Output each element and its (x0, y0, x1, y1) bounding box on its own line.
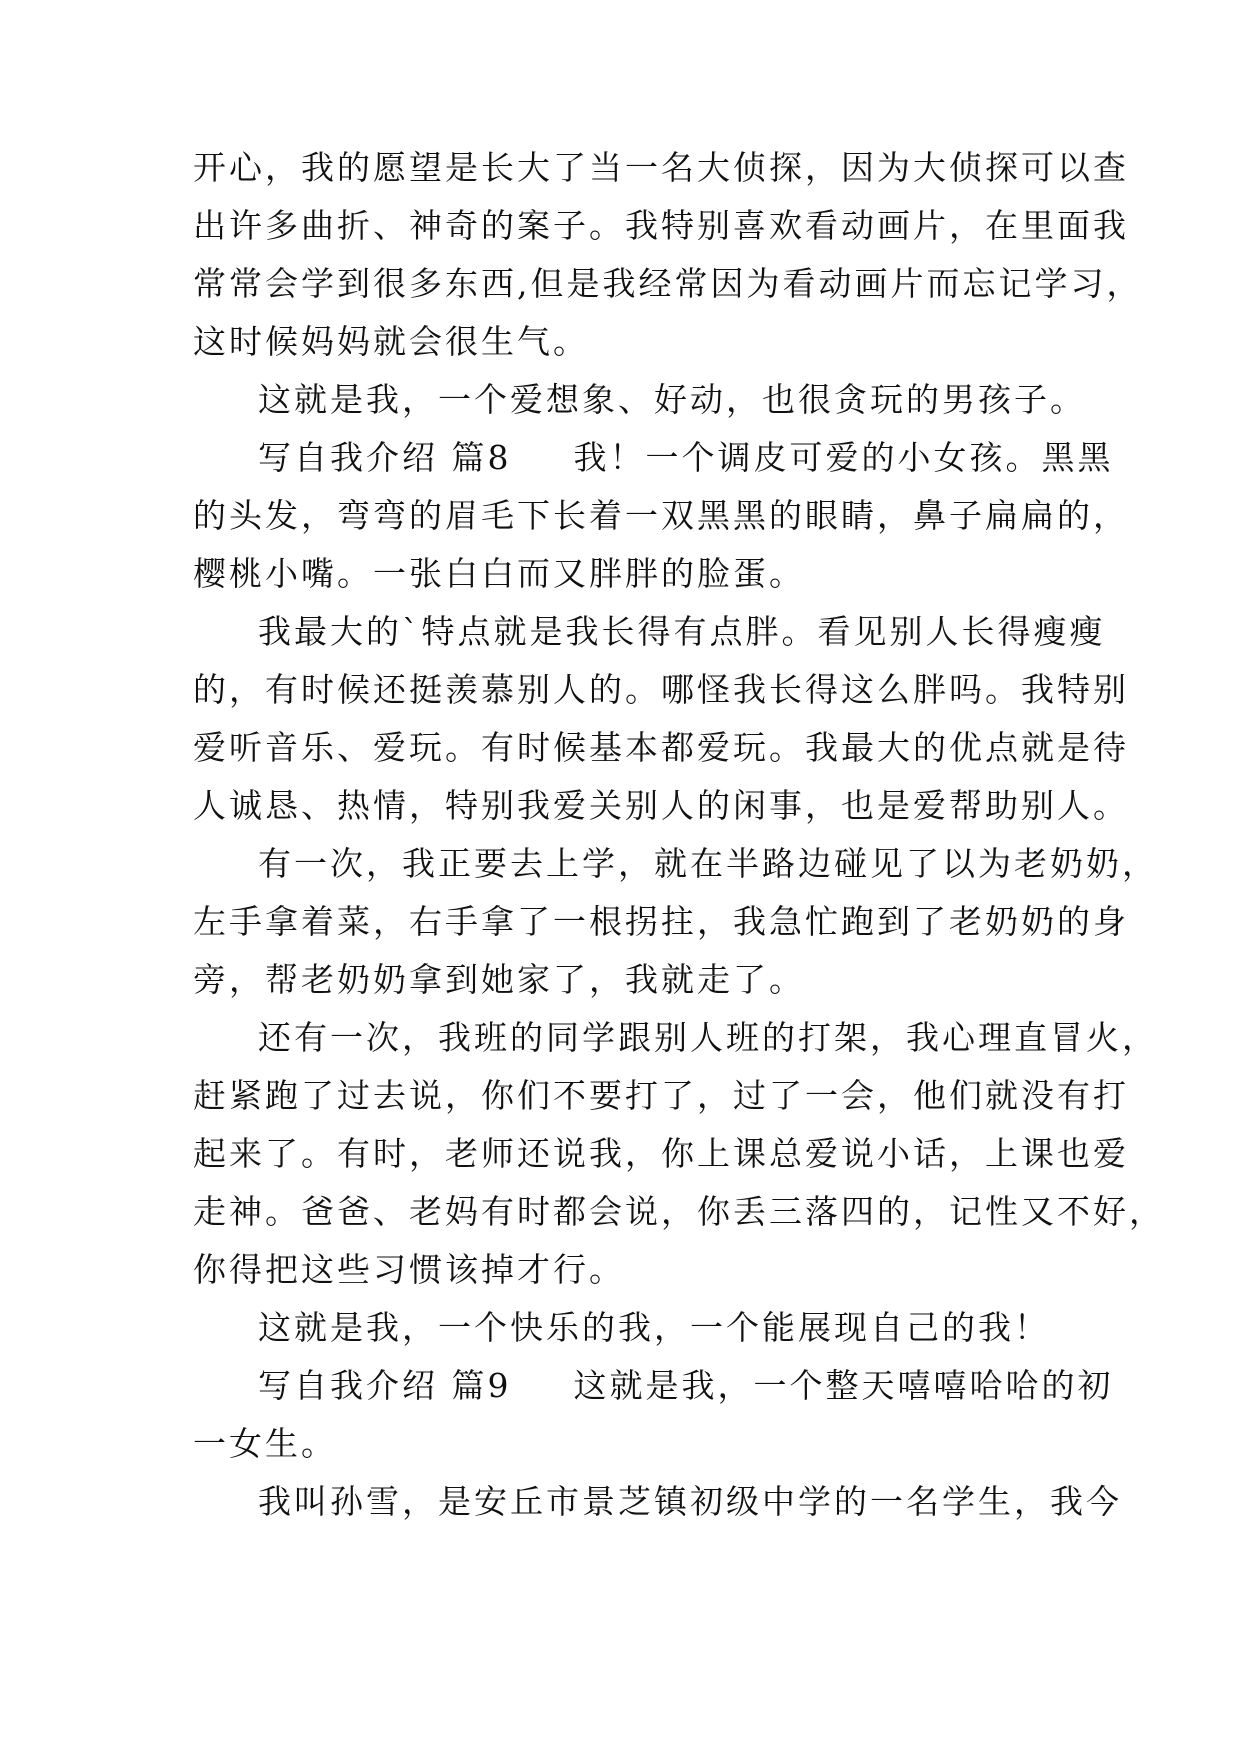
text-line: 起来了。有时，老师还说我，你上课总爱说小话，上课也爱 (193, 1134, 1129, 1173)
text-line: 我最大的`特点就是我长得有点胖。看见别人长得瘦瘦 (258, 612, 1106, 651)
text-line: 开心，我的愿望是长大了当一名大侦探，因为大侦探可以查 (193, 148, 1129, 187)
text-line: 左手拿着菜，右手拿了一根拐拄，我急忙跑到了老奶奶的身 (193, 902, 1129, 941)
section-heading-line (258, 438, 1114, 478)
section-heading: 写自我介绍 篇9 (258, 1366, 512, 1405)
text-line: 旁，帮老奶奶拿到她家了，我就走了。 (193, 960, 805, 999)
section-heading-line (258, 1366, 1114, 1406)
text-line: 我叫孙雪，是安丘市景芝镇初级中学的一名学生，我今 (258, 1482, 1122, 1521)
text-line: 赶紧跑了过去说，你们不要打了，过了一会，他们就没有打 (193, 1076, 1129, 1115)
text-line: 走神。爸爸、老妈有时都会说，你丢三落四的，记性又不好， (193, 1192, 1165, 1231)
text-segment: 这就是我，一个整天嘻嘻哈哈的初 (573, 1366, 1114, 1405)
text-line: 有一次，我正要去上学，就在半路边碰见了以为老奶奶， (258, 844, 1158, 883)
section-heading: 写自我介绍 篇8 (258, 438, 512, 477)
text-line: 这就是我，一个快乐的我，一个能展现自己的我！ (258, 1308, 1050, 1347)
text-line: 还有一次，我班的同学跟别人班的打架，我心理直冒火， (258, 1018, 1158, 1057)
text-line: 樱桃小嘴。一张白白而又胖胖的脸蛋。 (193, 554, 805, 593)
text-line: 的，有时候还挺羡慕别人的。哪怪我长得这么胖吗。我特别 (193, 670, 1129, 709)
text-segment: 我！一个调皮可爱的小女孩。黑黑 (573, 438, 1114, 477)
text-line: 出许多曲折、神奇的案子。我特别喜欢看动画片，在里面我 (193, 206, 1129, 245)
text-line: 的头发，弯弯的眉毛下长着一双黑黑的眼睛，鼻子扁扁的， (193, 496, 1129, 535)
text-line: 常常会学到很多东西,但是我经常因为看动画片而忘记学习， (193, 264, 1143, 303)
text-line: 一女生。 (193, 1424, 337, 1463)
text-line: 这就是我，一个爱想象、好动，也很贪玩的男孩子。 (258, 380, 1086, 419)
text-line: 人诚恳、热情，特别我爱关别人的闲事，也是爱帮助别人。 (193, 786, 1129, 825)
text-line: 这时候妈妈就会很生气。 (193, 322, 589, 361)
text-line: 爱听音乐、爱玩。有时候基本都爱玩。我最大的优点就是待 (193, 728, 1129, 767)
text-line: 你得把这些习惯该掉才行。 (193, 1250, 625, 1289)
